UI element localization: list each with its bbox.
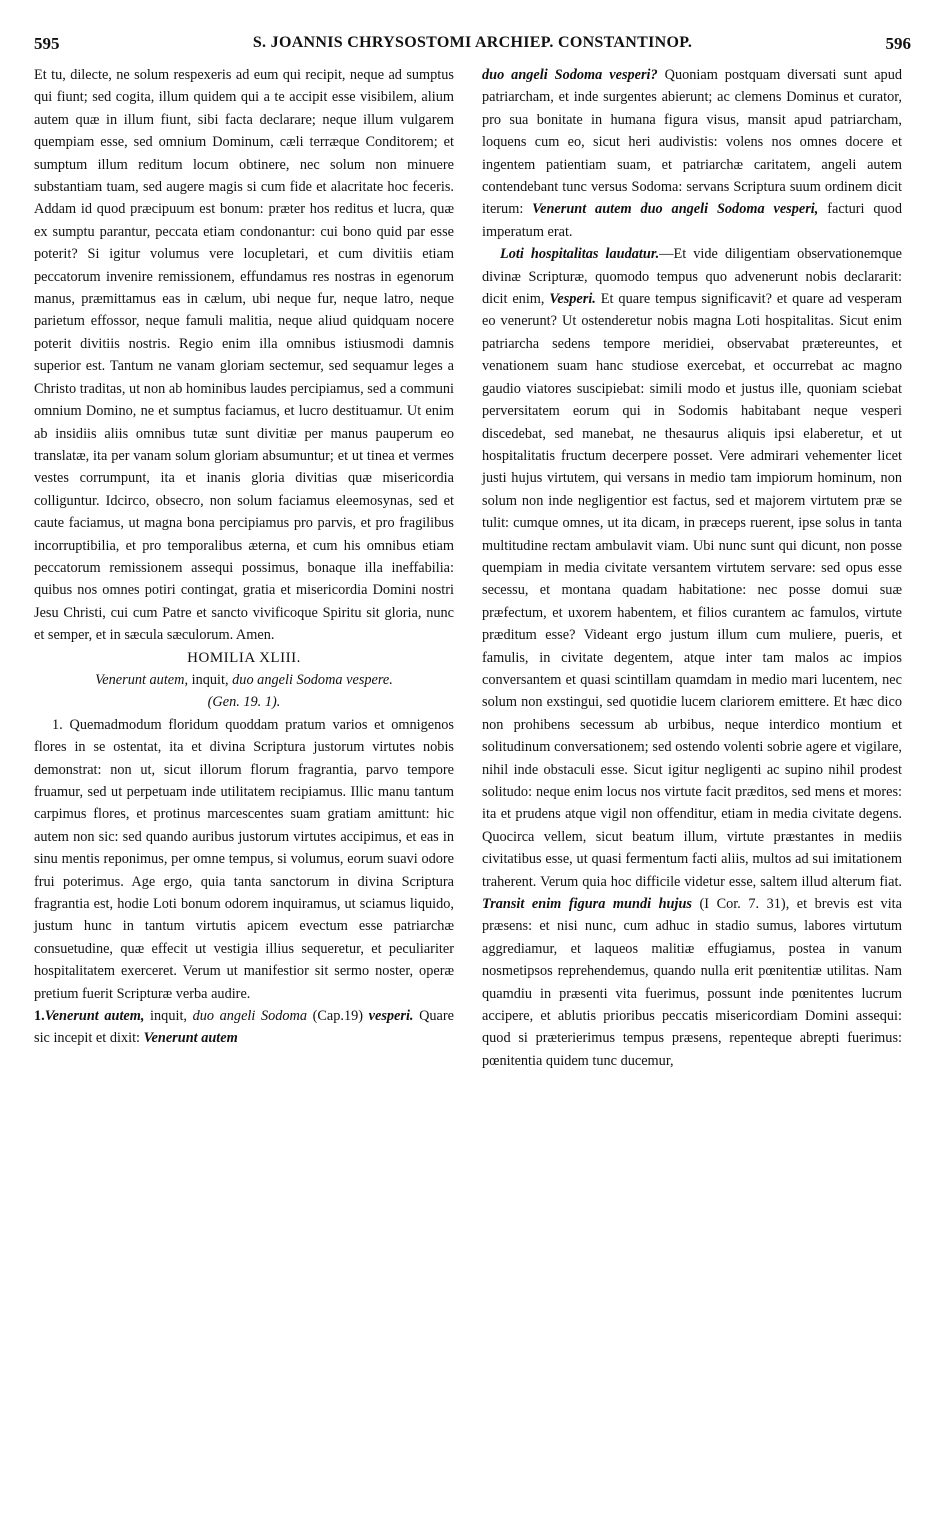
paragraph-homily-43-intro: 1. Quemadmodum floridum quoddam pratum varios et omnigenos flores in se ostentat, ita et divina Scriptura justorum virtutes nobis demonstrat: non ut, sicut illorum florum fragrantia, parvo tempore fruamur, sed ut perpetuam inde utilitatem recipiamus. Illic manu tantum carpimus flores, et protinus marcescentes suam gratiam amittunt: hic autem non sic: sed quando auribus justorum virtutes accipimus, et eas in sinu mentis reponimus, per omne tempus, si volumus, eorum suavi odore frui poterimus. Age ergo, quia tanta sanctorum in divina Scriptura fragrantia est, hodie Loti bonum odorem inquiramus, ut sciamus liquido, justum hunc in tantum virtutis apicem evectum esse patriarchæ consuetudine, quæ effecit ut vestigia illius sequeretur, et peculiariter hospitalitatem exerceret. Verum ut manifestior sit sermo noster, operæ pretium fuerit Scripturæ verba audire. xyxy=(34,716,454,1002)
verse-part-f: Quare sic incepit et dixit: xyxy=(34,1008,455,1047)
left-column xyxy=(34,64,454,1050)
homily-epigraph xyxy=(34,669,454,714)
verse-part-b: inquit, xyxy=(144,1008,193,1025)
page-number-left: 595 xyxy=(34,34,60,53)
epigraph-part-a: Venerunt autem, xyxy=(95,671,189,688)
quote-transit: Transit enim figura mundi hujus xyxy=(482,896,692,913)
homily-title: HOMILIA XLIII. xyxy=(187,649,301,666)
paragraph-angels-arrival xyxy=(482,64,902,243)
section-heading-lot: Loti hospitalitas laudatur. xyxy=(500,246,660,263)
epigraph-part-c: duo angeli Sodoma vespere. xyxy=(232,671,393,688)
paragraph-closing-homily-42: Et tu, dilecte, ne solum respexeris ad eum qui recipit, neque ad sumptus qui fiunt; sed cogita, illum quidem qui a te accipit esse visibilem, alium autem quæ in illum fiunt, sibi facta declarare; neque illum vulgarem quempiam esse, sed omnium Dominum, cæli terræque Conditorem; et sumptum illum reditum locum obtinere, nec solum non minuere substantiam tuam, sed augere magis si cum fide et alacritate hoc feceris. Addam id quod præcipuum est bonum: præter hos reditus et lucra, quæ ex sumptu parantur, peccata etiam condonantur: cui bono quid par esse poterit? Si igitur volumus vere locupletari, et cum divitiis etiam peccatorum invenire remissionem, effundamus res nostras in egenorum manus, præmittamus eas in cælum, ubi neque fur, neque latro, neque parietum effossor, neque famuli malitia, neque aliud quidquam nocere poterit divitiis nostris. Regio enim illa omnibus istiusmodi damnis superior est. Tantum ne vanam gloriam sectemur, sed sequamur leges a Christo traditas, ut non ab hominibus laudes percipiamus, sed a communi omnium Domino, ne et sumptus faciamus, et lucro destituamur. Ut enim ab insidiis aliis omnibus tutæ sunt divitiæ per manus pauperum eo translatæ, ita per vanam solum gloriam absumuntur; et ut tinea et vermes vestes corrumpunt, ita et inanis gloria divitias quæ misericordia colliguntur. Idcirco, obsecro, non solum faciamus eleemosynas, sed et caute faciamus, ut magna bona percipiamus pro parvis, et pro fragilibus incorruptibilia, et pro temporalibus æterna, et cum his omnibus etiam peccatorum remissionem assequi possimus, bonaque illa ineffabilia: quibus nos omnes potiri contingat, gratia et misericordia Domini nostri Jesu Christi, cui cum Patre et sancto vivificoque Spiritu sit gloria, nunc et semper, et in sæcula sæculorum. Amen. xyxy=(34,67,454,644)
verse-part-g: Venerunt autem xyxy=(143,1030,238,1047)
text-lot-b: Et quare tempus significavit? et quare ad vesperam eo venerunt? Ut ostenderetur nobis magna Loti hospitalitas. Sicut enim patriarcha sedens tempore meridiei, observabat prætereuntes, et venationem suam hanc studiose exercebat, et occurrebat ac magno gaudio viatores suscipiebat: simili modo et justus ille, quoniam sciebat perversitatem eorum qui in Sodomis habitabant neque vesperi discedebat, sed manebat, ne thesaurus aliquis ipsi elaberetur, et ut hospitalitatis fructum decerpere posset. Vere admirari vehementer licet justi hujus virtutem, qui versans in medio tam impiorum hominum, non solum non inde negligentior est factus, sed et majorem virtutem præ se tulit: cumque omnes, ut ita dicam, in præceps ruerent, ipse solus in tanta multitudine rectam ambulavit viam. Ubi nunc sunt qui dicunt, non posse quempiam in media civitate versantem virtutem servare: sed opus esse secessu, et montana quadam habitatione: nec posse domui suæ præfectum, et uxorem habentem, et filios curantem ac famulos, virtute præditum esse? Videant ergo justum illum cum muliere, pueris, et famulis, in civitate degentem, atque inter tam malos ac impios conversantem et quasi scintillam quamdam in medio mari lucentem, nec solum non exstingui, sed quotidie lucem clariorem emittere. Et hæc dico non prohibens secessum ab urbibus, neque interdico montium et solitudinum conversationem; sed ostendo volenti sobrie agere et vigilare, nihil inde obstaculi esse. Sicut igitur negligenti ac supino nihil prodest solitudo: neque enim locus nos virtute facit præditos, sed mens et mores: ita et prudens atque vigil non offenditur, etiam in media civitate degens. Quocirca vellem, sicut beatum illum, virtute præstantes in mediis civitatibus esse, ut quasi fermentum facti aliis, multos ad sui imitationem traherent. Verum quia hoc difficile videtur esse, saltem illud alterum fiat. xyxy=(482,291,902,890)
verse-part-e: vesperi. xyxy=(368,1008,414,1025)
paragraph-lot-hospitality xyxy=(482,243,902,1072)
quote-angels-vesperi: duo angeli Sodoma vesperi? xyxy=(482,67,658,83)
quote-angels-repeat: Venerunt autem duo angeli Sodoma vesperi, xyxy=(532,201,819,218)
epigraph-reference: (Gen. 19. 1). xyxy=(207,694,281,711)
paragraph-verse-quote xyxy=(34,1005,454,1050)
text-angels-explanation: Quoniam postquam diversati sunt apud patriarcham, et inde surgentes abierunt; ac clemens Dominus et curator, pro sua bonitate in humana figura visus, mansit apud patriarcham, loquens cum eo, sicut heri audivistis: volens nos omnes docere et ingentem patientiam suam, et patriarchæ caritatem, angeli autem contendebant tunc versus Sodoma: servans Scriptura suum ordinem dicit iterum: xyxy=(482,67,903,218)
text-lot-c: (I Cor. 7. 31), et brevis est vita præsens: et nisi nunc, cum adhuc in stadio sumus, labores virtutum aggrediamur, et laqueos malitiæ effugiamus, postea in vanum nosmetipsos reprehendemus, quando nulla erit pœnitentiæ utilitas. Nam quamdiu in præsenti vita fuerimus, possunt inde pœnitentes lucrum accipere, et ablutis prioribus peccatis misericordiam Domini assequi: quod si præterierimus tempus præsens, repenteque abrepti fuerimus: pœnitentia quidem tunc ducemur, xyxy=(482,896,902,1069)
quote-vesperi: Vesperi. xyxy=(549,291,596,308)
right-column xyxy=(482,64,902,1072)
text-angels-end: facturi quod imperatum erat. xyxy=(482,201,902,240)
epigraph-part-b: inquit, xyxy=(188,671,233,688)
page-header xyxy=(34,34,911,56)
verse-number: 1. xyxy=(34,1008,45,1025)
verse-part-d: (Cap.19) xyxy=(307,1008,369,1025)
text-lot-a: —Et vide diligentiam observationemque divinæ Scripturæ, quomodo tempus quo advenerunt nobis declararit: dicit enim, xyxy=(482,246,902,308)
running-title: S. JOANNIS CHRYSOSTOMI ARCHIEP. CONSTANTINOP. xyxy=(252,34,693,51)
page-number-right: 596 xyxy=(885,34,911,53)
verse-part-a: Venerunt autem, xyxy=(44,1008,145,1025)
verse-part-c: duo angeli Sodoma xyxy=(192,1008,308,1025)
